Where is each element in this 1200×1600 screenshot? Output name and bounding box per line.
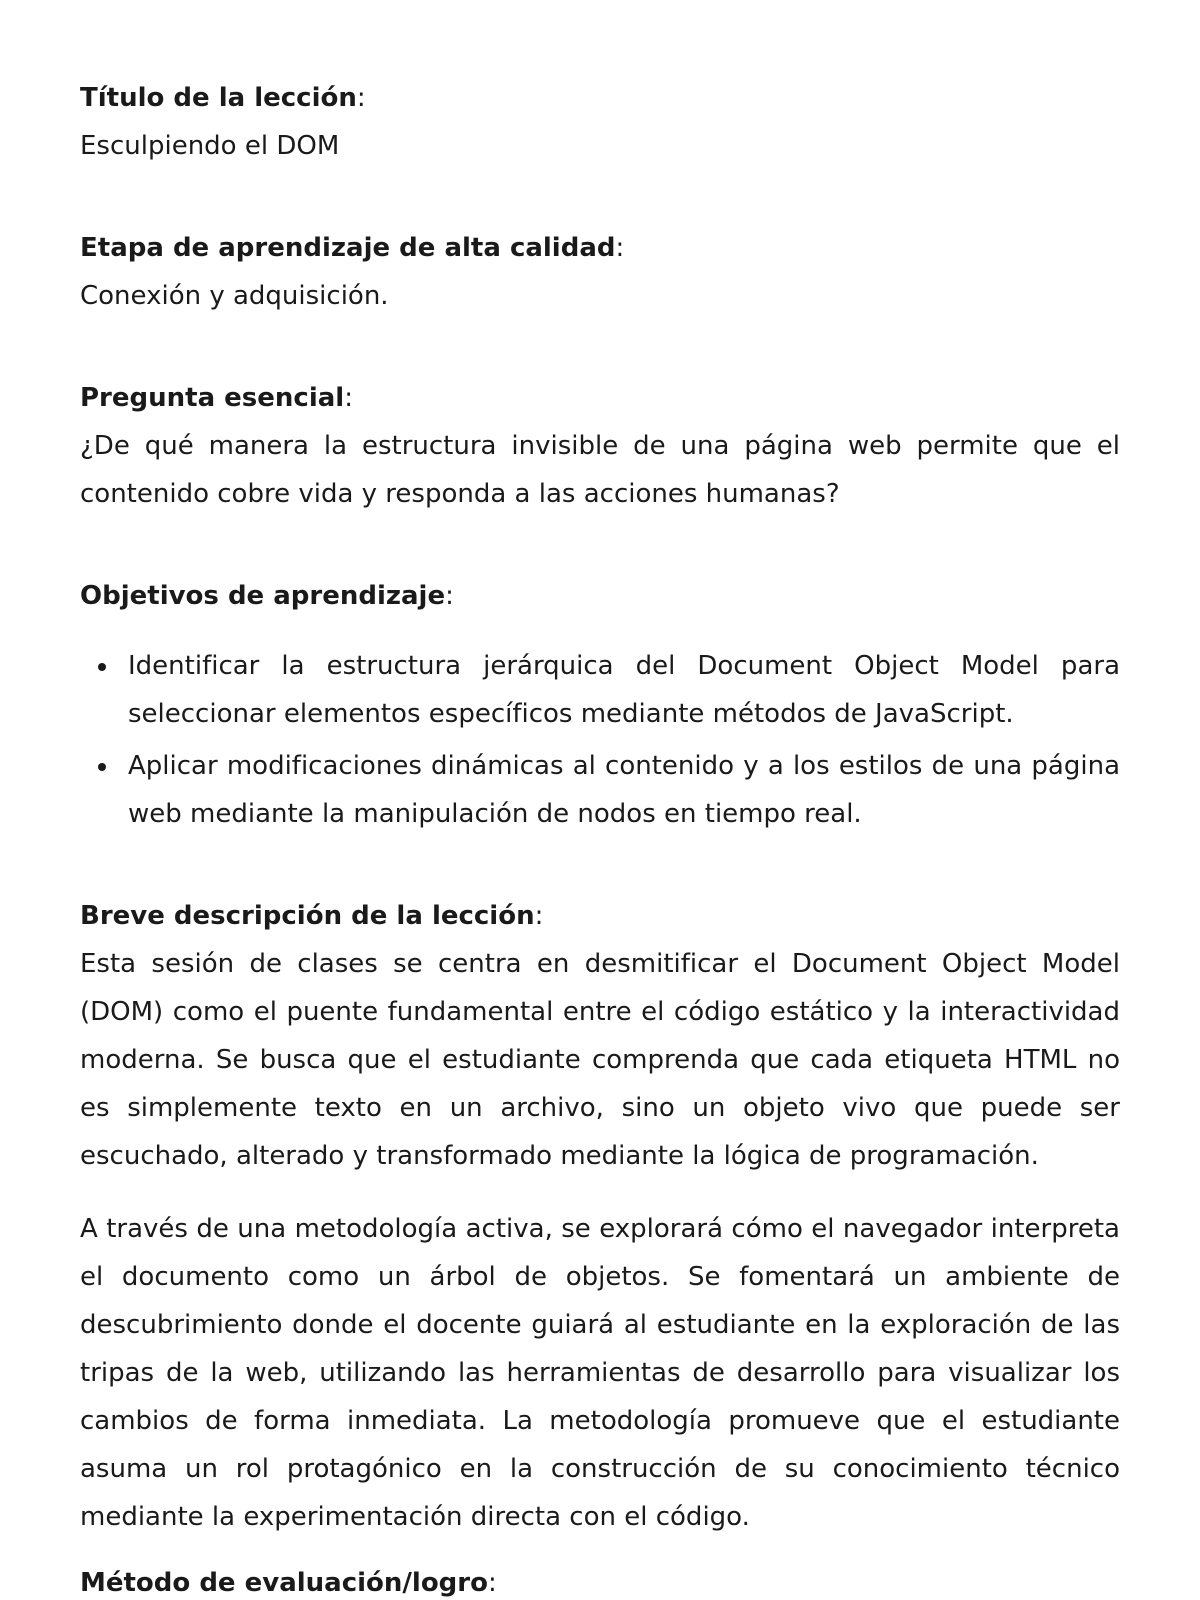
description-paragraph-2: A través de una metodología activa, se explorará cómo el navegador interpreta el documento como un árbol de objetos. Se fomentará un ambiente de descubrimiento donde el docente guiará al estudiante en la exploración de las tripas de la web, utilizando las herramientas de desarrollo para visualizar los cambios de forma inmediata. La metodología promueve que el estudiante asuma un rol protagónico en la construcción de su conocimiento técnico mediante la experimentación directa con el código.	[80, 1214, 1120, 1532]
learning-stage-heading	[80, 224, 1120, 272]
objectives-list	[80, 642, 1120, 838]
learning-objectives-heading-label: Objetivos de aprendizaje	[80, 581, 446, 611]
essential-question-heading-label: Pregunta esencial	[80, 383, 345, 413]
objective-item-1: • Identificar la estructura jerárquica del Document Object Model para seleccionar elementos específicos mediante métodos de JavaScript.	[120, 642, 1120, 738]
section-evaluation-method	[80, 1559, 1120, 1600]
heading-colon: :	[445, 581, 454, 611]
lesson-title-value: Esculpiendo el DOM	[80, 131, 340, 161]
evaluation-method-heading-label: Método de evaluación/logro	[80, 1568, 488, 1598]
heading-colon: :	[487, 1568, 497, 1598]
section-lesson-description	[80, 892, 1120, 1541]
heading-colon: :	[356, 83, 366, 113]
essential-question-heading	[80, 374, 1120, 422]
essential-question-text: ¿De qué manera la estructura invisible de una página web permite que el contenido cobre vida y responda a las acciones humanas?	[80, 431, 1120, 509]
learning-stage-value: Conexión y adquisición.	[80, 281, 389, 311]
learning-objectives-heading	[80, 572, 1120, 620]
lesson-description-heading	[80, 892, 1120, 940]
lesson-description-heading-label: Breve descripción de la lección	[80, 901, 535, 931]
heading-colon: :	[534, 901, 544, 931]
lesson-title-heading	[80, 74, 1120, 122]
section-lesson-title	[80, 74, 1120, 170]
heading-colon: :	[615, 233, 625, 263]
section-learning-objectives	[80, 572, 1120, 838]
section-essential-question	[80, 374, 1120, 518]
objective-item-2: • Aplicar modificaciones dinámicas al contenido y a los estilos de una página web mediante la manipulación de nodos en tiempo real.	[120, 742, 1120, 838]
heading-colon: :	[344, 383, 353, 413]
evaluation-method-heading	[80, 1559, 1120, 1600]
description-paragraph-1: Esta sesión de clases se centra en desmitificar el Document Object Model (DOM) como el puente fundamental entre el código estático y la interactividad moderna. Se busca que el estudiante comprenda que cada etiqueta HTML no es simplemente texto en un archivo, sino un objeto vivo que puede ser escuchado, alterado y transformado mediante la lógica de programación.	[80, 949, 1120, 1171]
section-learning-stage	[80, 224, 1120, 320]
learning-stage-heading-label: Etapa de aprendizaje de alta calidad	[80, 233, 616, 263]
lesson-title-heading-label: Título de la lección	[80, 83, 357, 113]
